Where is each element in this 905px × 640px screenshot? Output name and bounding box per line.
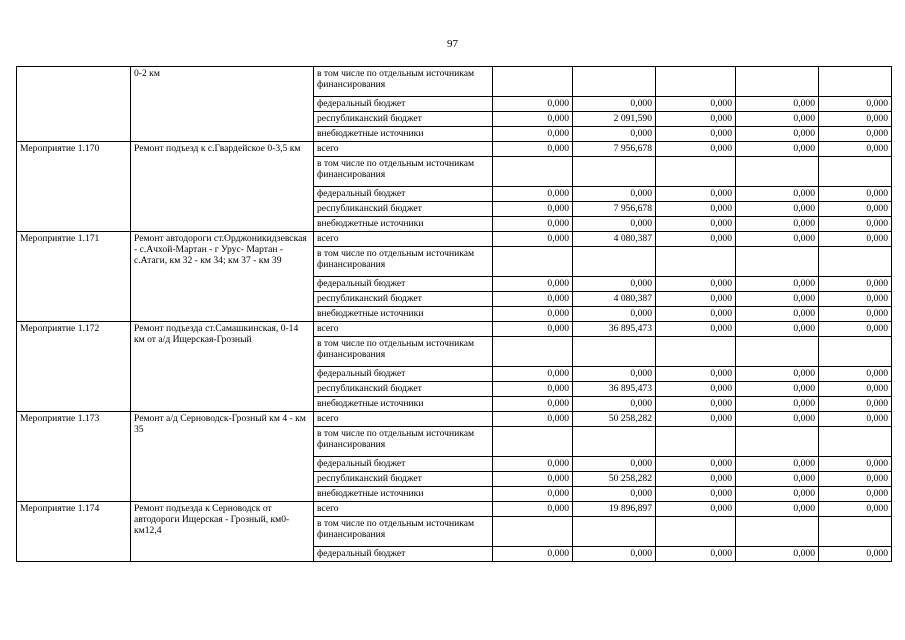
amount-cell — [573, 337, 656, 367]
amount-cell: 0,000 — [819, 202, 892, 217]
funding-source-cell: федеральный бюджет — [314, 547, 493, 562]
amount-cell: 0,000 — [819, 367, 892, 382]
amount-cell: 0,000 — [573, 187, 656, 202]
table-row — [17, 67, 892, 97]
funding-source-cell: республиканский бюджет — [314, 472, 493, 487]
amount-cell: 0,000 — [656, 487, 736, 502]
amount-cell: 0,000 — [736, 472, 819, 487]
amount-cell: 0,000 — [819, 187, 892, 202]
amount-cell: 19 896,897 — [573, 502, 656, 517]
amount-cell — [493, 247, 573, 277]
amount-cell: 0,000 — [573, 397, 656, 412]
amount-cell — [656, 67, 736, 97]
funding-source-cell: в том числе по отдельным источникам финансирования — [314, 157, 493, 187]
amount-cell — [493, 67, 573, 97]
amount-cell: 0,000 — [819, 382, 892, 397]
amount-cell — [493, 427, 573, 457]
amount-cell: 0,000 — [493, 127, 573, 142]
funding-source-cell: всего — [314, 412, 493, 427]
funding-source-cell: внебюджетные источники — [314, 397, 493, 412]
page-number: 97 — [447, 38, 458, 50]
amount-cell: 0,000 — [736, 397, 819, 412]
amount-cell: 0,000 — [573, 367, 656, 382]
amount-cell: 0,000 — [656, 217, 736, 232]
amount-cell: 0,000 — [736, 547, 819, 562]
amount-cell: 0,000 — [656, 127, 736, 142]
amount-cell: 0,000 — [493, 217, 573, 232]
event-number-cell: Мероприятие 1.173 — [17, 412, 131, 502]
funding-source-cell: всего — [314, 322, 493, 337]
amount-cell: 0,000 — [819, 472, 892, 487]
amount-cell: 0,000 — [736, 142, 819, 157]
event-name-cell: 0-2 км — [131, 67, 314, 142]
amount-cell: 0,000 — [656, 142, 736, 157]
amount-cell — [656, 157, 736, 187]
amount-cell: 0,000 — [493, 322, 573, 337]
table-row — [17, 502, 892, 517]
amount-cell: 0,000 — [656, 412, 736, 427]
amount-cell — [819, 247, 892, 277]
funding-source-cell: всего — [314, 502, 493, 517]
amount-cell — [736, 157, 819, 187]
amount-cell: 0,000 — [819, 127, 892, 142]
amount-cell: 2 091,590 — [573, 112, 656, 127]
amount-cell: 0,000 — [819, 457, 892, 472]
amount-cell: 7 956,678 — [573, 142, 656, 157]
amount-cell: 0,000 — [819, 97, 892, 112]
amount-cell: 0,000 — [736, 187, 819, 202]
amount-cell — [493, 157, 573, 187]
amount-cell — [656, 427, 736, 457]
amount-cell — [819, 337, 892, 367]
event-name-cell: Ремонт подъезд к с.Гвардейское 0-3,5 км — [131, 142, 314, 232]
amount-cell — [819, 427, 892, 457]
funding-source-cell: всего — [314, 142, 493, 157]
funding-source-cell: федеральный бюджет — [314, 97, 493, 112]
amount-cell — [493, 517, 573, 547]
budget-table — [16, 66, 892, 562]
amount-cell: 0,000 — [493, 307, 573, 322]
amount-cell — [656, 517, 736, 547]
amount-cell: 50 258,282 — [573, 472, 656, 487]
amount-cell: 0,000 — [656, 367, 736, 382]
funding-source-cell: в том числе по отдельным источникам финансирования — [314, 337, 493, 367]
amount-cell: 0,000 — [656, 187, 736, 202]
amount-cell — [736, 67, 819, 97]
amount-cell: 0,000 — [656, 457, 736, 472]
amount-cell: 0,000 — [819, 292, 892, 307]
amount-cell — [736, 337, 819, 367]
amount-cell: 36 895,473 — [573, 382, 656, 397]
amount-cell — [819, 67, 892, 97]
amount-cell: 0,000 — [493, 97, 573, 112]
amount-cell: 0,000 — [493, 277, 573, 292]
amount-cell: 0,000 — [493, 472, 573, 487]
event-number-cell: Мероприятие 1.170 — [17, 142, 131, 232]
amount-cell: 0,000 — [656, 202, 736, 217]
funding-source-cell: республиканский бюджет — [314, 112, 493, 127]
amount-cell: 50 258,282 — [573, 412, 656, 427]
amount-cell: 0,000 — [493, 142, 573, 157]
amount-cell: 0,000 — [493, 487, 573, 502]
amount-cell: 0,000 — [573, 127, 656, 142]
amount-cell: 0,000 — [736, 487, 819, 502]
amount-cell: 0,000 — [656, 397, 736, 412]
amount-cell: 0,000 — [656, 307, 736, 322]
amount-cell: 0,000 — [493, 547, 573, 562]
amount-cell: 0,000 — [656, 292, 736, 307]
amount-cell: 0,000 — [656, 112, 736, 127]
amount-cell: 0,000 — [736, 127, 819, 142]
amount-cell: 0,000 — [493, 202, 573, 217]
amount-cell: 36 895,473 — [573, 322, 656, 337]
funding-source-cell: в том числе по отдельным источникам финансирования — [314, 67, 493, 97]
event-number-cell: Мероприятие 1.172 — [17, 322, 131, 412]
amount-cell: 0,000 — [819, 217, 892, 232]
event-name-cell: Ремонт автодороги ст.Орджоникидзевская - с.Ачхой-Мартан - г Урус- Мартан - с.Атаги, км 32 - км 34; км 37 - км 39 — [131, 232, 314, 322]
funding-source-cell: федеральный бюджет — [314, 277, 493, 292]
amount-cell: 0,000 — [656, 232, 736, 247]
funding-source-cell: в том числе по отдельным источникам финансирования — [314, 427, 493, 457]
amount-cell: 0,000 — [736, 322, 819, 337]
amount-cell: 0,000 — [493, 112, 573, 127]
amount-cell: 0,000 — [656, 547, 736, 562]
amount-cell: 0,000 — [736, 217, 819, 232]
funding-source-cell: внебюджетные источники — [314, 217, 493, 232]
amount-cell: 4 080,387 — [573, 232, 656, 247]
amount-cell: 0,000 — [493, 412, 573, 427]
amount-cell: 7 956,678 — [573, 202, 656, 217]
amount-cell — [736, 247, 819, 277]
amount-cell: 0,000 — [736, 202, 819, 217]
amount-cell: 0,000 — [819, 142, 892, 157]
amount-cell — [736, 427, 819, 457]
event-name-cell: Ремонт подъезда к Серноводск от автодороги Ищерская - Грозный, км0-км12,4 — [131, 502, 314, 562]
amount-cell: 0,000 — [819, 322, 892, 337]
amount-cell: 0,000 — [656, 502, 736, 517]
page-cutoff — [16, 571, 891, 640]
amount-cell: 0,000 — [573, 307, 656, 322]
amount-cell: 0,000 — [493, 457, 573, 472]
amount-cell: 0,000 — [736, 97, 819, 112]
funding-source-cell: внебюджетные источники — [314, 307, 493, 322]
amount-cell — [736, 517, 819, 547]
amount-cell: 0,000 — [573, 487, 656, 502]
amount-cell: 0,000 — [656, 472, 736, 487]
amount-cell — [573, 427, 656, 457]
amount-cell: 0,000 — [656, 382, 736, 397]
amount-cell — [573, 517, 656, 547]
amount-cell: 0,000 — [736, 292, 819, 307]
funding-source-cell: в том числе по отдельным источникам финансирования — [314, 517, 493, 547]
amount-cell: 0,000 — [573, 277, 656, 292]
amount-cell: 0,000 — [656, 277, 736, 292]
amount-cell — [819, 517, 892, 547]
amount-cell: 0,000 — [736, 412, 819, 427]
amount-cell: 0,000 — [819, 232, 892, 247]
amount-cell — [573, 67, 656, 97]
funding-source-cell: республиканский бюджет — [314, 202, 493, 217]
amount-cell: 0,000 — [493, 502, 573, 517]
amount-cell: 0,000 — [736, 502, 819, 517]
amount-cell: 0,000 — [736, 307, 819, 322]
funding-source-cell: внебюджетные источники — [314, 487, 493, 502]
table-row — [17, 232, 892, 247]
amount-cell: 0,000 — [493, 292, 573, 307]
funding-source-cell: в том числе по отдельным источникам финансирования — [314, 247, 493, 277]
table-body — [17, 67, 892, 562]
funding-source-cell: федеральный бюджет — [314, 367, 493, 382]
amount-cell: 0,000 — [493, 382, 573, 397]
event-number-cell — [17, 67, 131, 142]
amount-cell: 0,000 — [573, 457, 656, 472]
table-row — [17, 142, 892, 157]
amount-cell — [656, 247, 736, 277]
amount-cell — [656, 337, 736, 367]
amount-cell: 0,000 — [493, 187, 573, 202]
amount-cell — [493, 337, 573, 367]
event-number-cell: Мероприятие 1.171 — [17, 232, 131, 322]
amount-cell: 0,000 — [493, 232, 573, 247]
amount-cell: 0,000 — [819, 277, 892, 292]
funding-source-cell: федеральный бюджет — [314, 187, 493, 202]
amount-cell: 0,000 — [819, 487, 892, 502]
event-name-cell: Ремонт подъезда ст.Самашкинская, 0-14 км от а/д Ищерская-Грозный — [131, 322, 314, 412]
amount-cell: 0,000 — [736, 382, 819, 397]
amount-cell — [819, 157, 892, 187]
amount-cell: 0,000 — [736, 457, 819, 472]
amount-cell: 0,000 — [656, 322, 736, 337]
amount-cell: 0,000 — [736, 112, 819, 127]
funding-source-cell: федеральный бюджет — [314, 457, 493, 472]
event-number-cell: Мероприятие 1.174 — [17, 502, 131, 562]
amount-cell: 0,000 — [819, 112, 892, 127]
funding-source-cell: всего — [314, 232, 493, 247]
amount-cell: 0,000 — [493, 397, 573, 412]
amount-cell: 0,000 — [819, 412, 892, 427]
amount-cell: 0,000 — [819, 307, 892, 322]
amount-cell: 0,000 — [736, 277, 819, 292]
amount-cell: 4 080,387 — [573, 292, 656, 307]
amount-cell: 0,000 — [493, 367, 573, 382]
amount-cell — [573, 247, 656, 277]
funding-source-cell: республиканский бюджет — [314, 382, 493, 397]
amount-cell: 0,000 — [819, 397, 892, 412]
amount-cell: 0,000 — [736, 232, 819, 247]
table-row — [17, 412, 892, 427]
amount-cell: 0,000 — [573, 547, 656, 562]
event-name-cell: Ремонт а/д Серноводск-Грозный км 4 - км 35 — [131, 412, 314, 502]
amount-cell: 0,000 — [573, 97, 656, 112]
amount-cell: 0,000 — [573, 217, 656, 232]
amount-cell: 0,000 — [736, 367, 819, 382]
funding-source-cell: внебюджетные источники — [314, 127, 493, 142]
amount-cell: 0,000 — [656, 97, 736, 112]
amount-cell — [573, 157, 656, 187]
table-row — [17, 322, 892, 337]
amount-cell: 0,000 — [819, 502, 892, 517]
funding-source-cell: республиканский бюджет — [314, 292, 493, 307]
amount-cell: 0,000 — [819, 547, 892, 562]
